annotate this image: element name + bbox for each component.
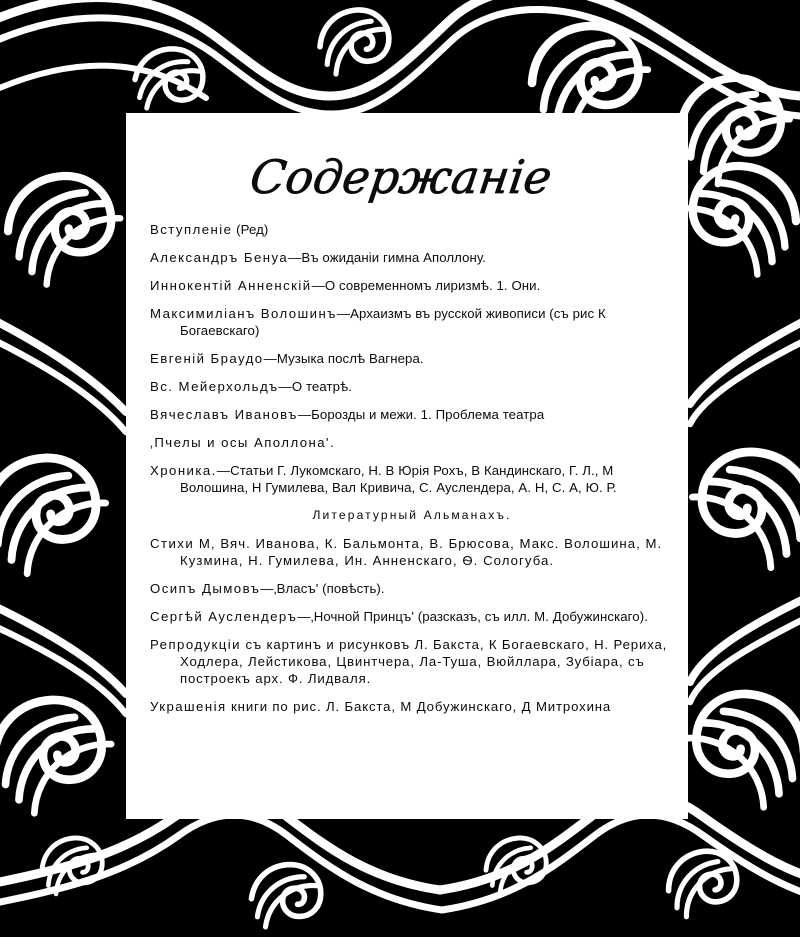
table-of-contents <box>126 221 688 715</box>
toc-entry-rest: книги по рис. Л. Бакста, М Добужинскаго, Д Митрохина <box>226 699 612 714</box>
toc-entry-title: ‚Пчелы и осы Аполлона'. <box>150 435 336 450</box>
toc-entry-rest: съ картинъ и рисунковъ Л. Бакста, К Богаевскаго, Н. Рериха, Ходлера, Лейстикова, Цвинтчера, Ла-Туша, Вюйллара, Зубіара, съ построекъ арх. Ф. Лидваля. <box>180 637 668 686</box>
toc-entry-rest: —Архаизмъ въ русской живописи (съ рис К Богаевскаго) <box>180 306 606 338</box>
toc-entry-ivanov <box>150 406 674 423</box>
toc-entry-author: Осипъ Дымовъ <box>150 581 261 596</box>
contents-panel <box>126 113 688 819</box>
toc-entry-braudo <box>150 350 674 367</box>
toc-entry-hronika <box>150 462 674 496</box>
toc-entry-dymov <box>150 580 674 597</box>
section-heading-literary-almanac: Литературный Альманахъ. <box>312 508 512 522</box>
toc-entry-annensky <box>150 277 674 294</box>
toc-entry-author: Вс. Мейерхольдъ <box>150 379 279 394</box>
toc-entry-rest: М, Вяч. Иванова, К. Бальмонта, В. Брюсова, Макс. Волошина, М. Кузмина, Н. Гумилева, Ин. Анненскаго, Ѳ. Сологуба. <box>180 536 663 568</box>
toc-entry-author: Евгеній Браудо <box>150 351 264 366</box>
toc-entry-ukrasheniya <box>150 698 674 715</box>
toc-entry-rest: —Въ ожиданіи гимна Аполлону. <box>288 250 487 265</box>
toc-entry-vstuplenie <box>150 221 674 238</box>
toc-entry-rest: (Ред) <box>232 222 269 237</box>
toc-entry-author: Максимиліанъ Волошинъ <box>150 306 337 321</box>
title-script-sodержание <box>242 135 572 215</box>
toc-entry-benua <box>150 249 674 266</box>
page-title <box>126 135 688 221</box>
toc-entry-rest: —Борозды и межи. 1. Проблема театра <box>297 407 545 422</box>
toc-entry-author: Вступленіе <box>150 222 233 237</box>
toc-entry-label: Украшенія <box>150 699 227 714</box>
toc-entry-section: Хроника. <box>150 463 217 478</box>
toc-entry-rest: —О театрѣ. <box>278 379 353 394</box>
toc-entry-author: Иннокентій Анненскій <box>150 278 312 293</box>
toc-entry-author: Сергѣй Ауслендеръ <box>150 609 298 624</box>
toc-entry-rest: —Музыка послѣ Вагнера. <box>263 351 424 366</box>
toc-entry-stihi <box>150 535 674 569</box>
toc-entry-author: Александръ Бенуа <box>150 250 289 265</box>
toc-entry-rest: —‚Власъ' (повѣсть). <box>260 581 385 596</box>
toc-entry-label: Репродукціи <box>150 637 241 652</box>
toc-entry-rest: —Статьи Г. Лукомскаго, Н. В Юрія Рохъ, В Кандинскаго, Г. Л., М Волошина, Н Гумилева, Вал Кривича, С. Ауслендера, А. Н, С. А, Ю. Р. <box>180 463 617 495</box>
toc-entry-meyerhold <box>150 378 674 395</box>
toc-entry-pchely <box>150 434 674 451</box>
toc-entry-voloshin <box>150 305 674 339</box>
toc-entry-author: Вячеславъ Ивановъ <box>150 407 298 422</box>
toc-entry-label: Стихи <box>150 536 195 551</box>
toc-entry-rest: —О современномъ лиризмѣ. 1. Они. <box>311 278 541 293</box>
toc-entry-reprodukcii <box>150 636 674 687</box>
title-text: Содержаніе <box>247 150 556 204</box>
toc-entry-rest: —‚Ночной Принцъ' (разсказъ, съ илл. М. Добужинскаго). <box>297 609 648 624</box>
toc-entry-auslender <box>150 608 674 625</box>
